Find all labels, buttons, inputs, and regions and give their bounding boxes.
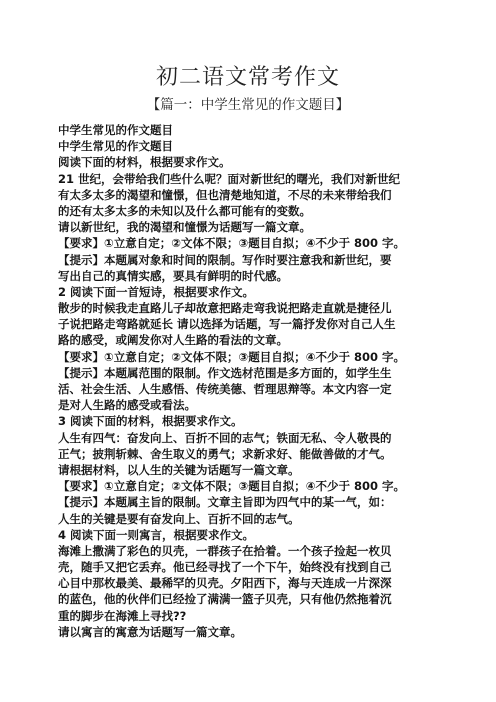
document-body xyxy=(58,122,458,640)
text-line: 请以新世纪，我的渴望和憧憬为话题写一篇文章。 xyxy=(58,220,311,235)
text-line: 写出自己的真情实感，要具有鲜明的时代感。 xyxy=(58,268,288,283)
text-line: 【提示】本题属范围的限制。作文选材范围是多方面的，如学生生 xyxy=(58,365,392,380)
text-line: 壳，随手又把它丢弃。他已经寻找了一个下午，始终没有找到自己 xyxy=(58,560,392,575)
text-line: 海滩上撒满了彩色的贝壳，一群孩子在拾着。一个孩子捡起一枚贝 xyxy=(58,543,392,558)
text-line: 2 阅读下面一首短诗，根据要求作文。 xyxy=(58,284,255,299)
text-line: 子说把路走弯路就延长 请以选择为话题，写一篇抒发你对自己人生 xyxy=(58,317,396,332)
text-line: 中学生常见的作文题目 xyxy=(58,123,173,137)
text-line: 心目中那枚最美、最稀罕的贝壳。夕阳西下，海与天连成一片深深 xyxy=(58,576,392,591)
text-line: 散步的时候我走直路儿子却故意把路走弯我说把路走直就是捷径儿 xyxy=(58,301,392,316)
text-line: 【要求】①立意自定；②文体不限；③题目自拟；④不少于 800 字。 xyxy=(58,236,405,251)
text-line: 有太多太多的渴望和憧憬，但也清楚地知道，不尽的未来带给我们 xyxy=(58,187,392,202)
text-line: 重的脚步在海滩上寻找?? xyxy=(58,608,187,623)
text-line: 是对人生路的感受或看法。 xyxy=(58,398,196,413)
text-line: 【提示】本题属对象和时间的限制。写作时要注意我和新世纪，要 xyxy=(58,252,392,267)
text-line: 4 阅读下面一则寓言，根据要求作文。 xyxy=(58,527,255,542)
document-subtitle: 【篇一：中学生常见的作文题目】 xyxy=(146,97,350,113)
text-line: 【要求】①立意自定；②文体不限；③题目自拟；④不少于 800 字。 xyxy=(58,349,405,364)
text-line: 人生的关键是要有奋发向上、百折不回的志气。 xyxy=(58,511,300,526)
text-line: 阅读下面的材料，根据要求作文。 xyxy=(58,155,231,170)
text-line: 正气；披荆斩棘、舍生取义的勇气；求新求好、能做善做的才气。 xyxy=(58,446,392,461)
text-line: 的还有太多太多的未知以及什么都可能有的变数。 xyxy=(58,203,311,218)
text-line: 【要求】①立意自定；②文体不限；③题目自拟；④不少于 800 字。 xyxy=(58,479,405,494)
text-line: 人生有四气：奋发向上、百折不回的志气；铁面无私、令人敬畏的 xyxy=(58,430,392,445)
text-line: 3 阅读下面的材料，根据要求作文。 xyxy=(58,414,243,429)
text-line: 请以寓言的寓意为话题写一篇文章。 xyxy=(58,624,242,639)
text-line: 路的感受，或阐发你对人生路的看法的文章。 xyxy=(58,333,288,348)
text-line: 21 世纪，会带给我们些什么呢？面对新世纪的曙光，我们对新世纪 xyxy=(58,171,401,186)
document-title: 初二语文常考作文 xyxy=(155,65,340,90)
text-line: 的蓝色，他的伙伴们已经捡了满满一篮子贝壳，只有他仍然拖着沉 xyxy=(58,592,392,607)
text-line: 【提示】本题属主旨的限制。文章主旨即为四气中的某一气，如： xyxy=(58,495,392,510)
text-line: 活、社会生活、人生感悟、传统美德、哲理思辩等。本文内容一定 xyxy=(58,382,392,396)
text-line: 请根据材料，以人生的关键为话题写一篇文章。 xyxy=(58,462,300,477)
text-line: 中学生常见的作文题目 xyxy=(58,139,173,154)
